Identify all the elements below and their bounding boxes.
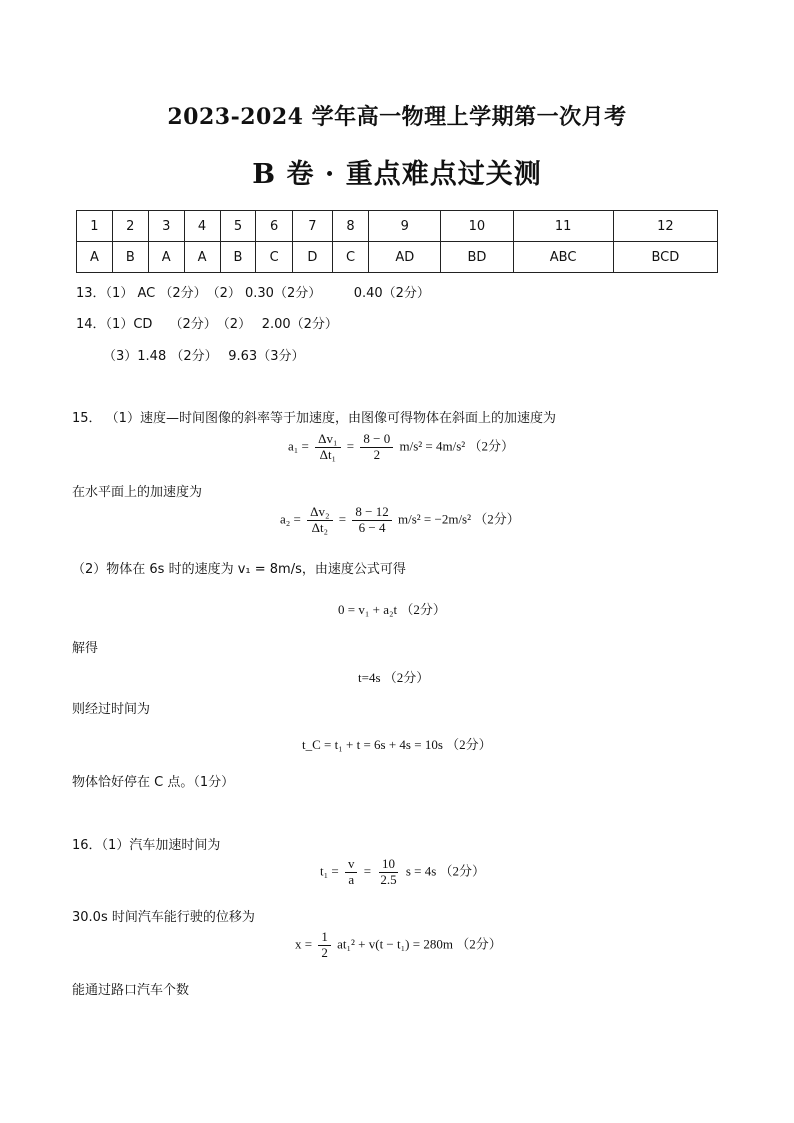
frac-den: 2 xyxy=(373,446,381,462)
frac-den: Δt₁ xyxy=(319,446,337,462)
eq-rhs: at₁² + v(t − t₁) = 280m xyxy=(337,936,453,952)
answer-table-answer-row xyxy=(77,242,718,273)
page-title: 2023-2024 学年高一物理上学期第一次月考 xyxy=(167,104,627,130)
answer-cell: AD xyxy=(369,242,441,273)
frac-num: 1 xyxy=(318,930,331,946)
frac-den: 2.5 xyxy=(380,871,397,887)
answer-cell: A xyxy=(148,242,184,273)
answer-cell: BD xyxy=(441,242,513,273)
answer-cell: C xyxy=(256,242,292,273)
eq-lhs: a₂ = xyxy=(280,511,301,527)
question-number: 10 xyxy=(441,211,513,242)
q16-equation-2 xyxy=(295,930,502,961)
score: （2分） xyxy=(456,936,502,952)
q15-text-4: 解得 xyxy=(72,641,99,656)
answer-cell: BCD xyxy=(613,242,717,273)
q15-equation-3: 0 = v₁ + a₂t （2分） xyxy=(338,602,446,617)
q15-text-6: 物体恰好停在 C 点。（1分） xyxy=(72,775,235,790)
question-number: 8 xyxy=(332,211,368,242)
q16-intro: 16．（1）汽车加速时间为 xyxy=(72,838,221,853)
question-number: 12 xyxy=(613,211,717,242)
question-number: 7 xyxy=(292,211,332,242)
q14-answer-line2: （3）1.48 （2分） 9.63（3分） xyxy=(103,349,305,364)
q16-text-2: 30.0s 时间汽车能行驶的位移为 xyxy=(72,910,255,925)
score: （2分） xyxy=(439,863,486,879)
answer-cell: D xyxy=(292,242,332,273)
frac-den: 2 xyxy=(321,944,328,960)
frac-den: Δt₂ xyxy=(311,519,329,535)
frac-num: v xyxy=(345,857,358,873)
q15-equation-4: t=4s （2分） xyxy=(358,670,430,685)
q15-equation-2: a₂ = $\frac{\text{Δv₂}}{\text{Δt₂}}$ = $\frac{8 - 12}{6 - 4}$ m/s² = −2m/s² （2分） xyxy=(280,504,520,535)
frac-num: Δv₁ xyxy=(315,432,340,448)
fraction xyxy=(352,505,391,536)
q16-equation-1: t₁ = $\frac{v}{a}$ = $\frac{10}{2.5}$ s = 4s （2分） xyxy=(320,856,486,887)
page-subtitle: B 卷 · 重点难点过关测 xyxy=(252,159,542,190)
q15-text-2: 在水平面上的加速度为 xyxy=(72,485,203,500)
eq-lhs: a₁ = xyxy=(288,438,309,454)
answer-cell: C xyxy=(332,242,368,273)
q15-equation-5: t_C = t₁ + t = 6s + 4s = 10s （2分） xyxy=(302,737,492,752)
q13-answer: 13．（1） AC （2分） （2） 0.30（2分） 0.40（2分） xyxy=(76,286,430,301)
frac-num: 8 − 0 xyxy=(360,432,393,448)
q14-answer-line1: 14．（1）CD （2分） （2） 2.00（2分） xyxy=(76,317,338,332)
question-number: 1 xyxy=(77,211,113,242)
answer-cell: ABC xyxy=(513,242,613,273)
q15-text-5: 则经过时间为 xyxy=(72,702,151,717)
answer-cell: B xyxy=(112,242,148,273)
question-number: 5 xyxy=(220,211,256,242)
eq-rhs: m/s² = −2m/s² xyxy=(397,511,472,527)
question-number: 9 xyxy=(369,211,441,242)
question-number: 11 xyxy=(513,211,613,242)
score: （2分） xyxy=(468,438,514,454)
q15-text-3: （2）物体在 6s 时的速度为 v₁ = 8m/s，由速度公式可得 xyxy=(72,562,406,577)
q16-text-3: 能通过路口汽车个数 xyxy=(72,983,190,998)
fraction xyxy=(345,857,358,888)
answer-table xyxy=(76,210,718,273)
fraction xyxy=(318,930,331,961)
question-number: 2 xyxy=(112,211,148,242)
q15-intro: 15． （1）速度—时间图像的斜率等于加速度，由图像可得物体在斜面上的加速度为 xyxy=(72,411,556,426)
frac-den: 6 − 4 xyxy=(358,519,386,535)
answer-table-number-row xyxy=(77,211,718,242)
fraction xyxy=(307,505,332,536)
fraction xyxy=(315,432,340,463)
frac-num: 10 xyxy=(379,857,398,873)
eq-lhs: x = xyxy=(295,936,313,952)
q15-equation-1: a₁ = $\frac{\text{Δv₁}}{\text{Δt₁}}$ = $\frac{8 - 0}{2}$ m/s² = 4m/s² （2分） xyxy=(288,431,514,462)
eq-rhs: s = 4s xyxy=(405,863,437,879)
eq-lhs: t₁ = xyxy=(320,863,339,879)
question-number: 4 xyxy=(184,211,220,242)
frac-num: 8 − 12 xyxy=(352,505,391,521)
fraction xyxy=(360,432,393,463)
question-number: 6 xyxy=(256,211,292,242)
answer-cell: A xyxy=(77,242,113,273)
eq-rhs: m/s² = 4m/s² xyxy=(399,438,466,454)
frac-den: a xyxy=(348,871,355,887)
question-number: 3 xyxy=(148,211,184,242)
fraction xyxy=(377,857,399,888)
answer-cell: A xyxy=(184,242,220,273)
frac-num: Δv₂ xyxy=(307,505,332,521)
answer-cell: B xyxy=(220,242,256,273)
score: （2分） xyxy=(474,511,520,527)
